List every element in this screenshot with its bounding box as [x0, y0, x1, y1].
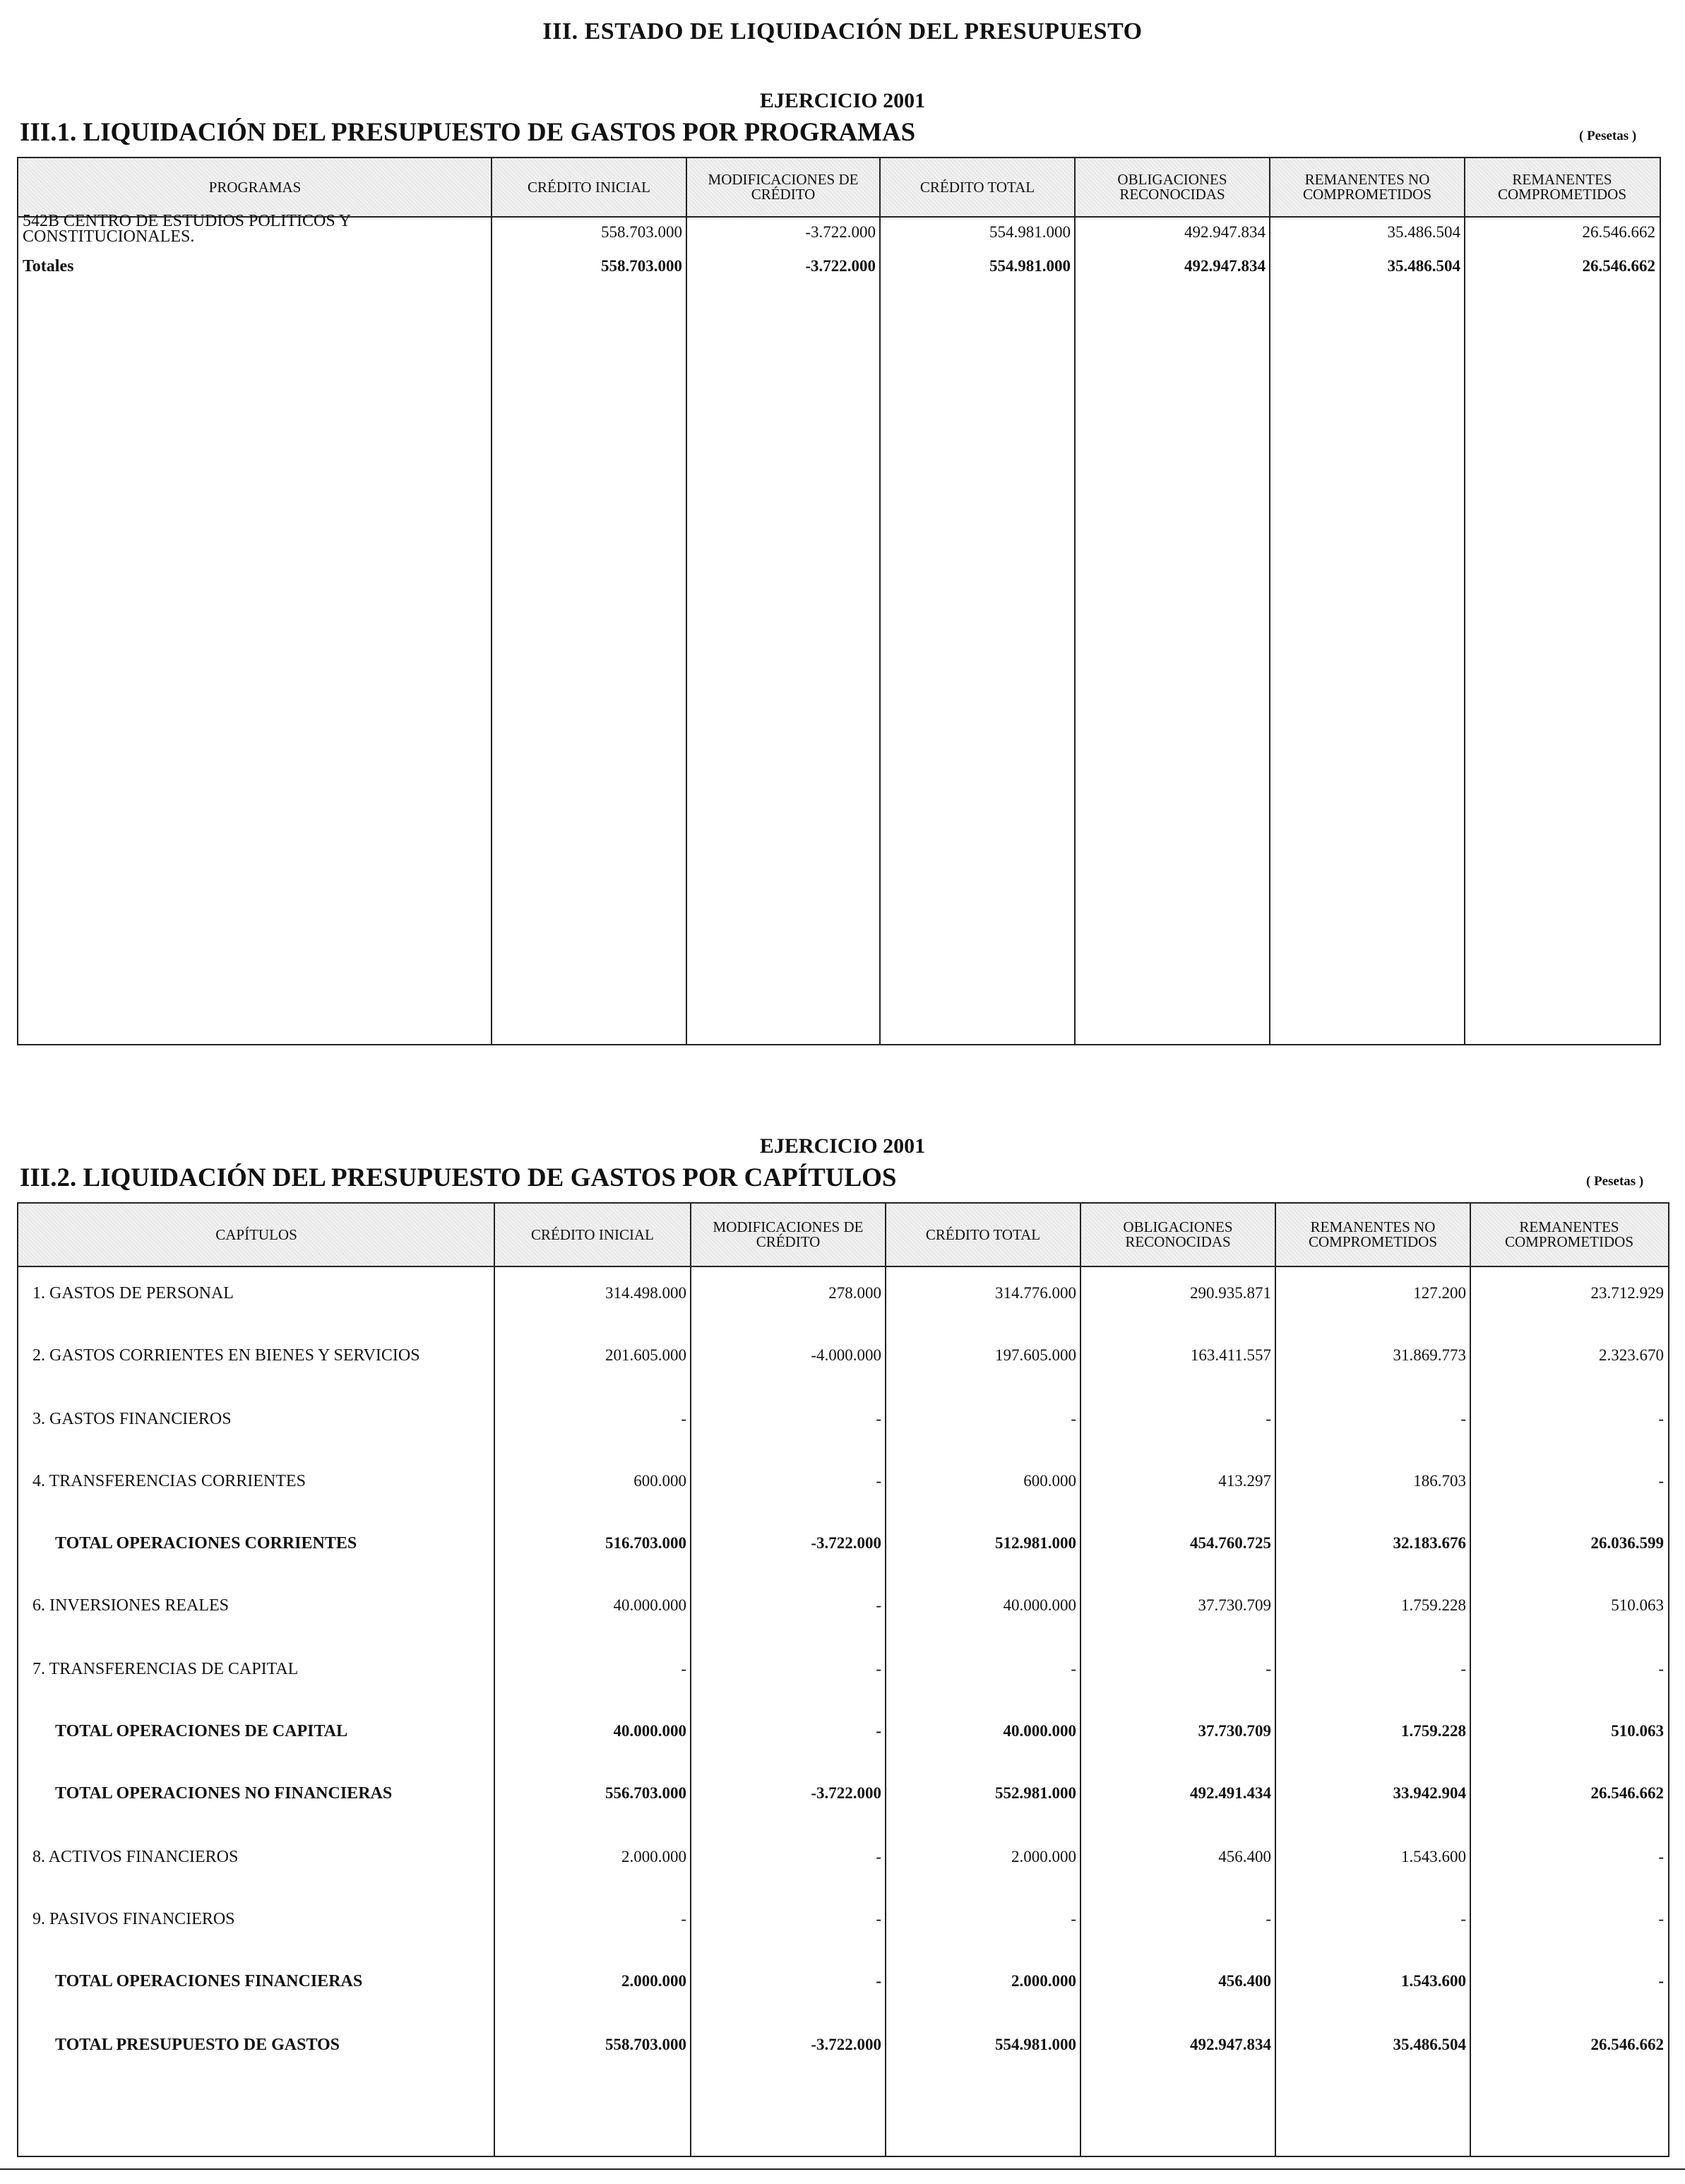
cell-modificaciones: - [876, 1910, 881, 1928]
section1-title: III.1. LIQUIDACIÓN DEL PRESUPUESTO DE GASTOS POR PROGRAMAS [20, 118, 916, 147]
cell-credito-inicial: 600.000 [633, 1472, 686, 1490]
cell-credito-total: 512.981.000 [995, 1534, 1076, 1552]
row-label: 7. TRANSFERENCIAS DE CAPITAL [32, 1660, 299, 1678]
capitulos-table [17, 1202, 1669, 2157]
cell-remanentes-comprometidos: - [1658, 1972, 1664, 1990]
header-remanentes-no-comprometidos: REMANENTES NO COMPROMETIDOS [1302, 171, 1432, 203]
cell-credito-total: 40.000.000 [1003, 1722, 1076, 1740]
cell-modificaciones: - [876, 1848, 881, 1865]
header-obligaciones: OBLIGACIONES RECONOCIDAS [1123, 1218, 1233, 1250]
cell-remanentes-no-comprometidos: 186.703 [1413, 1472, 1466, 1490]
row-label: 9. PASIVOS FINANCIEROS [32, 1910, 235, 1928]
row-label: TOTAL OPERACIONES NO FINANCIERAS [55, 1784, 393, 1803]
header-modificaciones: MODIFICACIONES DE CRÉDITO [708, 171, 859, 203]
row-label: TOTAL PRESUPUESTO DE GASTOS [55, 2036, 340, 2054]
cell-obligaciones: 37.730.709 [1198, 1596, 1271, 1614]
cell-modificaciones: - [876, 1972, 881, 1990]
cell-credito-inicial: - [681, 1660, 686, 1678]
cell-remanentes-comprometidos: 26.036.599 [1590, 1534, 1664, 1552]
cell-credito-total: 554.981.000 [995, 2036, 1076, 2053]
cell-obligaciones: 456.400 [1218, 1848, 1271, 1865]
cell-remanentes-no-comprometidos: 1.543.600 [1401, 1972, 1466, 1990]
row-label: 3. GASTOS FINANCIEROS [32, 1410, 232, 1428]
table1-column-divider [686, 158, 687, 1044]
cell-credito-inicial: 40.000.000 [613, 1722, 686, 1740]
cell-credito-inicial: 556.703.000 [605, 1784, 686, 1802]
cell-credito-total: 314.776.000 [995, 1284, 1076, 1302]
cell-credito-total: 600.000 [1023, 1472, 1076, 1490]
cell-obligaciones: 163.411.557 [1190, 1346, 1271, 1364]
table1-column-divider [1269, 158, 1270, 1044]
cell-credito-inicial: 2.000.000 [621, 1972, 686, 1990]
cell-obligaciones: 492.947.834 [1184, 257, 1266, 275]
document-title: III. ESTADO DE LIQUIDACIÓN DEL PRESUPUESTO [542, 18, 1143, 44]
cell-credito-total: 2.000.000 [1011, 1972, 1076, 1990]
cell-credito-inicial: 558.703.000 [601, 257, 682, 275]
row-label: 6. INVERSIONES REALES [32, 1596, 230, 1615]
cell-credito-total: 40.000.000 [1003, 1596, 1076, 1614]
row-label: 4. TRANSFERENCIAS CORRIENTES [32, 1472, 306, 1490]
cell-obligaciones: 37.730.709 [1198, 1722, 1271, 1740]
cell-obligaciones: - [1266, 1660, 1271, 1678]
cell-modificaciones: - [876, 1410, 881, 1428]
cell-remanentes-comprometidos: - [1658, 1848, 1664, 1865]
cell-credito-inicial: 558.703.000 [605, 2036, 686, 2053]
cell-credito-inicial: 516.703.000 [605, 1534, 686, 1552]
header-credito-total: CRÉDITO TOTAL [925, 1225, 1041, 1243]
cell-obligaciones: 454.760.725 [1190, 1534, 1271, 1552]
cell-obligaciones: - [1266, 1410, 1271, 1428]
row-label: Totales [23, 257, 74, 275]
table1-column-divider [879, 158, 881, 1044]
cell-modificaciones: - [876, 1596, 881, 1614]
header-obligaciones: OBLIGACIONES RECONOCIDAS [1117, 171, 1227, 203]
cell-remanentes-comprometidos: 26.546.662 [1582, 257, 1655, 275]
cell-modificaciones: 278.000 [828, 1284, 881, 1302]
cell-credito-inicial: - [681, 1410, 686, 1428]
table1-column-divider [1464, 158, 1465, 1044]
cell-remanentes-comprometidos: 26.546.662 [1582, 223, 1655, 241]
cell-modificaciones: -3.722.000 [805, 223, 876, 241]
cell-modificaciones: - [876, 1472, 881, 1490]
row-label: TOTAL OPERACIONES CORRIENTES [55, 1534, 357, 1553]
header-credito-inicial: CRÉDITO INICIAL [530, 1225, 654, 1243]
cell-remanentes-comprometidos: - [1658, 1910, 1664, 1928]
cell-modificaciones: -3.722.000 [811, 2036, 881, 2053]
cell-credito-inicial: 558.703.000 [601, 223, 682, 241]
cell-remanentes-no-comprometidos: - [1460, 1660, 1466, 1678]
cell-remanentes-no-comprometidos: 1.759.228 [1401, 1596, 1466, 1614]
row-label: TOTAL OPERACIONES DE CAPITAL [55, 1722, 348, 1740]
header-credito-total: CRÉDITO TOTAL [919, 178, 1035, 196]
header-remanentes-comprometidos: REMANENTES COMPROMETIDOS [1497, 171, 1627, 203]
cell-remanentes-no-comprometidos: 1.759.228 [1401, 1722, 1466, 1740]
cell-credito-inicial: 201.605.000 [605, 1346, 686, 1364]
cell-credito-inicial: 314.498.000 [605, 1284, 686, 1302]
cell-remanentes-comprometidos: 510.063 [1611, 1722, 1664, 1740]
header-remanentes-comprometidos: REMANENTES COMPROMETIDOS [1504, 1218, 1634, 1250]
section1-unit: ( Pesetas ) [1579, 129, 1637, 143]
table1-column-divider [1074, 158, 1076, 1044]
header-label: PROGRAMAS [208, 178, 302, 196]
row-label: 2. GASTOS CORRIENTES EN BIENES Y SERVICIOS [32, 1346, 420, 1365]
cell-obligaciones: 492.947.834 [1190, 2036, 1271, 2053]
cell-remanentes-comprometidos: - [1658, 1472, 1664, 1490]
cell-credito-total: 554.981.000 [989, 223, 1071, 241]
cell-modificaciones: -3.722.000 [805, 257, 876, 275]
cell-remanentes-no-comprometidos: 35.486.504 [1387, 223, 1460, 241]
cell-remanentes-comprometidos: - [1658, 1410, 1664, 1428]
header-credito-inicial: CRÉDITO INICIAL [527, 178, 650, 196]
cell-obligaciones: 413.297 [1218, 1472, 1271, 1490]
cell-obligaciones: 456.400 [1218, 1972, 1271, 1990]
cell-modificaciones: -3.722.000 [811, 1534, 881, 1552]
section2-unit: ( Pesetas ) [1586, 1174, 1644, 1189]
cell-modificaciones: - [876, 1660, 881, 1678]
cell-remanentes-no-comprometidos: 127.200 [1413, 1284, 1466, 1302]
cell-credito-total: 2.000.000 [1011, 1848, 1076, 1865]
cell-credito-inicial: 2.000.000 [621, 1848, 686, 1865]
header-remanentes-no-comprometidos: REMANENTES NO COMPROMETIDOS [1308, 1218, 1438, 1250]
cell-credito-total: 554.981.000 [989, 257, 1071, 275]
cell-remanentes-comprometidos: 510.063 [1611, 1596, 1664, 1614]
cell-credito-inicial: - [681, 1910, 686, 1928]
cell-modificaciones: - [876, 1722, 881, 1740]
cell-remanentes-no-comprometidos: 1.543.600 [1401, 1848, 1466, 1865]
cell-remanentes-no-comprometidos: 35.486.504 [1393, 2036, 1466, 2053]
cell-remanentes-comprometidos: 23.712.929 [1590, 1284, 1664, 1302]
header-modificaciones: MODIFICACIONES DE CRÉDITO [713, 1218, 864, 1250]
programas-table [17, 157, 1661, 1045]
cell-modificaciones: -4.000.000 [811, 1346, 881, 1364]
cell-modificaciones: -3.722.000 [811, 1784, 881, 1802]
cell-remanentes-comprometidos: 26.546.662 [1590, 1784, 1664, 1802]
header-label: CAPÍTULOS [215, 1225, 297, 1243]
row-label: 8. ACTIVOS FINANCIEROS [32, 1848, 239, 1866]
cell-obligaciones: - [1266, 1910, 1271, 1928]
cell-credito-total: 197.605.000 [995, 1346, 1076, 1364]
cell-remanentes-comprometidos: 26.546.662 [1590, 2036, 1664, 2053]
cell-obligaciones: 290.935.871 [1190, 1284, 1271, 1302]
cell-remanentes-no-comprometidos: - [1460, 1910, 1466, 1928]
section2-ejercicio: EJERCICIO 2001 [759, 1134, 926, 1158]
page-bottom-rule [0, 2168, 1685, 2170]
section1-ejercicio: EJERCICIO 2001 [759, 89, 926, 112]
cell-obligaciones: 492.491.434 [1190, 1784, 1271, 1802]
cell-remanentes-no-comprometidos: - [1460, 1410, 1466, 1428]
table1-column-divider [491, 158, 492, 1044]
cell-credito-total: - [1071, 1910, 1076, 1928]
cell-credito-total: - [1071, 1410, 1076, 1428]
cell-remanentes-comprometidos: 2.323.670 [1599, 1346, 1664, 1364]
cell-credito-inicial: 40.000.000 [613, 1596, 686, 1614]
cell-remanentes-no-comprometidos: 32.183.676 [1393, 1534, 1466, 1552]
row-label: 542B CENTRO DE ESTUDIOS POLITICOS Y CONSTITUCIONALES. [23, 212, 351, 246]
cell-credito-total: 552.981.000 [995, 1784, 1076, 1802]
cell-remanentes-no-comprometidos: 33.942.904 [1393, 1784, 1466, 1802]
cell-remanentes-comprometidos: - [1658, 1660, 1664, 1678]
cell-obligaciones: 492.947.834 [1184, 223, 1266, 241]
section2-title: III.2. LIQUIDACIÓN DEL PRESUPUESTO DE GASTOS POR CAPÍTULOS [20, 1163, 897, 1192]
cell-remanentes-no-comprometidos: 35.486.504 [1387, 257, 1460, 275]
row-label: TOTAL OPERACIONES FINANCIERAS [55, 1972, 363, 1990]
cell-remanentes-no-comprometidos: 31.869.773 [1393, 1346, 1466, 1364]
cell-credito-total: - [1071, 1660, 1076, 1678]
row-label: 1. GASTOS DE PERSONAL [32, 1284, 234, 1302]
